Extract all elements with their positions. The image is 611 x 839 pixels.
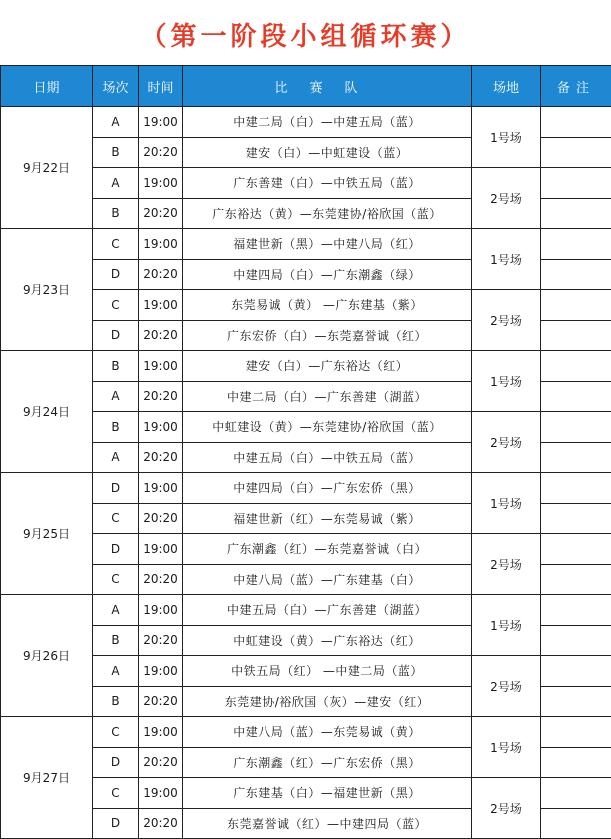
match-cell: 广东潮鑫（红）—广东宏侨（黑） [183,747,472,778]
venue-cell: 2号场 [472,168,541,229]
round-cell: A [93,381,139,412]
time-cell: 19:00 [139,778,183,809]
match-cell: 中建八局（蓝）—东莞易诚（黄） [183,717,472,748]
date-cell: 9月26日 [1,595,93,717]
date-cell: 9月23日 [1,229,93,351]
table-row [1,107,611,138]
page-title: （第一阶段小组循环赛） [0,14,611,60]
time-cell: 20:20 [139,259,183,290]
match-cell: 中虹建设（黄）—广东裕达（红） [183,625,472,656]
note-cell [541,381,611,412]
round-cell: C [93,778,139,809]
venue-cell: 1号场 [472,229,541,290]
note-cell [541,168,611,199]
venue-cell: 2号场 [472,778,541,839]
note-cell [541,747,611,778]
time-cell: 20:20 [139,503,183,534]
time-cell: 19:00 [139,534,183,565]
round-cell: C [93,290,139,321]
match-cell: 中虹建设（黄）—东莞建协/裕欣国（蓝） [183,412,472,443]
table-row [1,168,611,199]
venue-cell: 2号场 [472,290,541,351]
note-cell [541,473,611,504]
note-cell [541,259,611,290]
venue-cell: 1号场 [472,595,541,656]
match-cell: 中铁五局（红） —中建二局（蓝） [183,656,472,687]
match-cell: 建安（白）—中虹建设（蓝） [183,137,472,168]
match-cell: 广东宏侨（白）—东莞嘉誉诚（红） [183,320,472,351]
round-cell: B [93,198,139,229]
round-cell: D [93,747,139,778]
round-cell: A [93,656,139,687]
match-cell: 东莞易诚（黄） —广东建基（紫） [183,290,472,321]
time-cell: 19:00 [139,351,183,382]
time-cell: 19:00 [139,717,183,748]
date-cell: 9月27日 [1,717,93,839]
time-cell: 19:00 [139,656,183,687]
note-cell [541,534,611,565]
match-cell: 广东建基（白）—福建世新（黑） [183,778,472,809]
time-cell: 19:00 [139,412,183,443]
note-cell [541,717,611,748]
time-cell: 20:20 [139,381,183,412]
round-cell: B [93,686,139,717]
note-cell [541,229,611,260]
note-cell [541,564,611,595]
table-row [1,412,611,443]
time-cell: 19:00 [139,290,183,321]
round-cell: D [93,534,139,565]
date-cell: 9月22日 [1,107,93,229]
header-round: 场次 [93,66,139,107]
match-cell: 中建二局（白）—广东善建（湖蓝） [183,381,472,412]
time-cell: 20:20 [139,808,183,839]
match-cell: 中建四局（白）—广东宏侨（黑） [183,473,472,504]
match-cell: 广东善建（白）—中铁五局（蓝） [183,168,472,199]
note-cell [541,137,611,168]
round-cell: A [93,107,139,138]
table-row [1,778,611,809]
note-cell [541,351,611,382]
time-cell: 19:00 [139,473,183,504]
time-cell: 19:00 [139,229,183,260]
note-cell [541,412,611,443]
date-cell: 9月25日 [1,473,93,595]
time-cell: 20:20 [139,747,183,778]
round-cell: A [93,168,139,199]
table-row [1,717,611,748]
schedule-body [1,107,611,839]
note-cell [541,503,611,534]
note-cell [541,686,611,717]
round-cell: D [93,320,139,351]
note-cell [541,107,611,138]
round-cell: B [93,137,139,168]
round-cell: D [93,259,139,290]
table-row [1,290,611,321]
time-cell: 19:00 [139,107,183,138]
round-cell: C [93,229,139,260]
time-cell: 20:20 [139,442,183,473]
table-row [1,534,611,565]
time-cell: 20:20 [139,625,183,656]
venue-cell: 2号场 [472,656,541,717]
match-cell: 中建四局（白）—广东潮鑫（绿） [183,259,472,290]
header-note: 备注 [541,66,611,107]
note-cell [541,808,611,839]
note-cell [541,320,611,351]
time-cell: 20:20 [139,137,183,168]
venue-cell: 2号场 [472,534,541,595]
match-cell: 东莞建协/裕欣国（灰）—建安（红） [183,686,472,717]
time-cell: 20:20 [139,320,183,351]
round-cell: D [93,808,139,839]
round-cell: C [93,717,139,748]
venue-cell: 2号场 [472,412,541,473]
table-row [1,595,611,626]
time-cell: 19:00 [139,595,183,626]
table-row [1,656,611,687]
table-row [1,351,611,382]
venue-cell: 1号场 [472,107,541,168]
round-cell: C [93,564,139,595]
match-cell: 中建五局（白）—中铁五局（蓝） [183,442,472,473]
venue-cell: 1号场 [472,351,541,412]
time-cell: 20:20 [139,686,183,717]
header-time: 时间 [139,66,183,107]
round-cell: A [93,595,139,626]
round-cell: D [93,473,139,504]
header-row [1,66,611,107]
note-cell [541,778,611,809]
match-cell: 建安（白）—广东裕达（红） [183,351,472,382]
note-cell [541,442,611,473]
round-cell: B [93,351,139,382]
table-row [1,229,611,260]
note-cell [541,290,611,321]
note-cell [541,656,611,687]
header-match: 比赛队 [183,66,472,107]
time-cell: 20:20 [139,564,183,595]
round-cell: B [93,412,139,443]
match-cell: 中建二局（白）—中建五局（蓝） [183,107,472,138]
match-cell: 福建世新（黑）—中建八局（红） [183,229,472,260]
round-cell: C [93,503,139,534]
time-cell: 19:00 [139,168,183,199]
round-cell: A [93,442,139,473]
match-cell: 中建八局（蓝）—广东建基（白） [183,564,472,595]
header-venue: 场地 [472,66,541,107]
venue-cell: 1号场 [472,473,541,534]
match-cell: 广东潮鑫（红）—东莞嘉誉诚（白） [183,534,472,565]
note-cell [541,625,611,656]
table-row [1,473,611,504]
match-cell: 中建五局（白）—广东善建（湖蓝） [183,595,472,626]
note-cell [541,595,611,626]
match-cell: 广东裕达（黄）—东莞建协/裕欣国（蓝） [183,198,472,229]
time-cell: 20:20 [139,198,183,229]
venue-cell: 1号场 [472,717,541,778]
schedule-table [0,65,611,839]
round-cell: B [93,625,139,656]
match-cell: 东莞嘉誉诚（红）—中建四局（蓝） [183,808,472,839]
match-cell: 福建世新（红）—东莞易诚（紫） [183,503,472,534]
note-cell [541,198,611,229]
date-cell: 9月24日 [1,351,93,473]
header-date: 日期 [1,66,93,107]
